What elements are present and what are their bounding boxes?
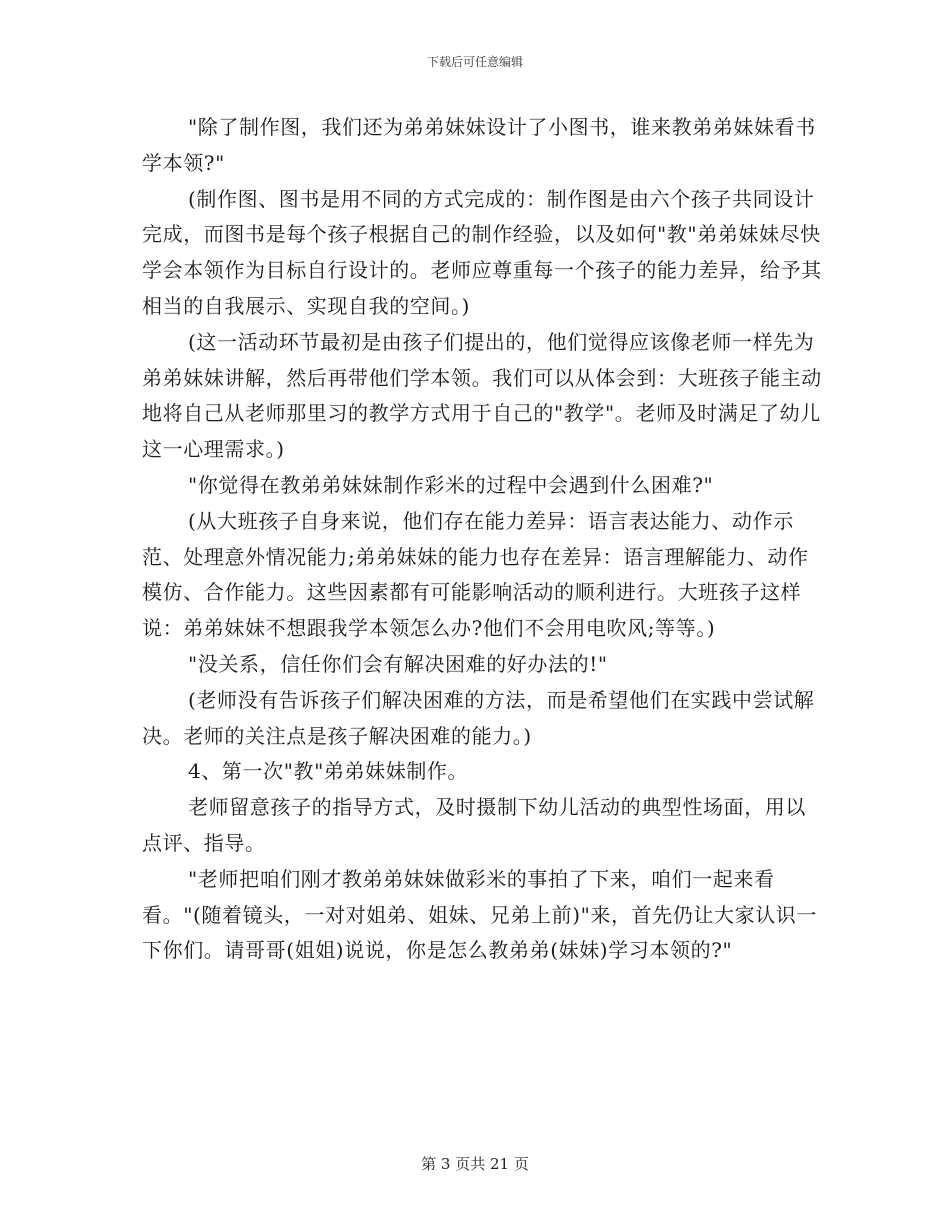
paragraph: (老师没有告诉孩子们解决困难的方法，而是希望他们在实践中尝试解决。老师的关注点是孩子解决困难的能力。) — [142, 687, 815, 748]
paragraph: (制作图、图书是用不同的方式完成的：制作图是由六个孩子共同设计完成，而图书是每个孩子根据自己的制作经验，以及如何"教"弟弟妹妹尽快学会本领作为目标自行设计的。老师应尊重每一个孩子的能力差异，给予其相当的自我展示、实现自我的空间。) — [142, 186, 822, 318]
paragraph: "没关系，信任你们会有解决困难的好办法的!" — [188, 651, 608, 676]
page-header: 下载后可任意编辑 — [426, 55, 523, 69]
paragraph: 老师留意孩子的指导方式，及时摄制下幼儿活动的典型性场面，用以点评、指导。 — [142, 795, 806, 855]
paragraph: "老师把咱们刚才教弟弟妹妹做彩米的事拍了下来，咱们一起来看看。"(随着镜头，一对对姐弟、姐妹、兄弟上前)"来，首先仍让大家认识一下你们。请哥哥(姐姐)说说，你是怎么教弟弟(妹妹)学习本领的?" — [142, 866, 818, 963]
section-heading: 4、第一次"教"弟弟妹妹制作。 — [188, 759, 469, 784]
paragraph: (从大班孩子自身来说，他们存在能力差异：语言表达能力、动作示范、处理意外情况能力;弟弟妹妹的能力也存在差异：语言理解能力、动作模仿、合作能力。这些因素都有可能影响活动的顺利进行。大班孩子这样说：弟弟妹妹不想跟我学本领怎么办?他们不会用电吹风;等等。) — [142, 508, 809, 641]
paragraph: (这一活动环节最初是由孩子们提出的，他们觉得应该像老师一样先为弟弟妹妹讲解，然后再带他们学本领。我们可以从体会到：大班孩子能主动地将自己从老师那里习的教学方式用于自己的"教学"。老师及时满足了幼儿这一心理需求。) — [142, 329, 822, 462]
paragraph: "除了制作图，我们还为弟弟妹妹设计了小图书，谁来教弟弟妹妹看书学本领?" — [142, 115, 816, 175]
page-number-footer: 第 3 页共 21 页 — [421, 1155, 529, 1173]
paragraph: "你觉得在教弟弟妹妹制作彩米的过程中会遇到什么困难?" — [188, 472, 714, 497]
document-body — [142, 110, 822, 969]
